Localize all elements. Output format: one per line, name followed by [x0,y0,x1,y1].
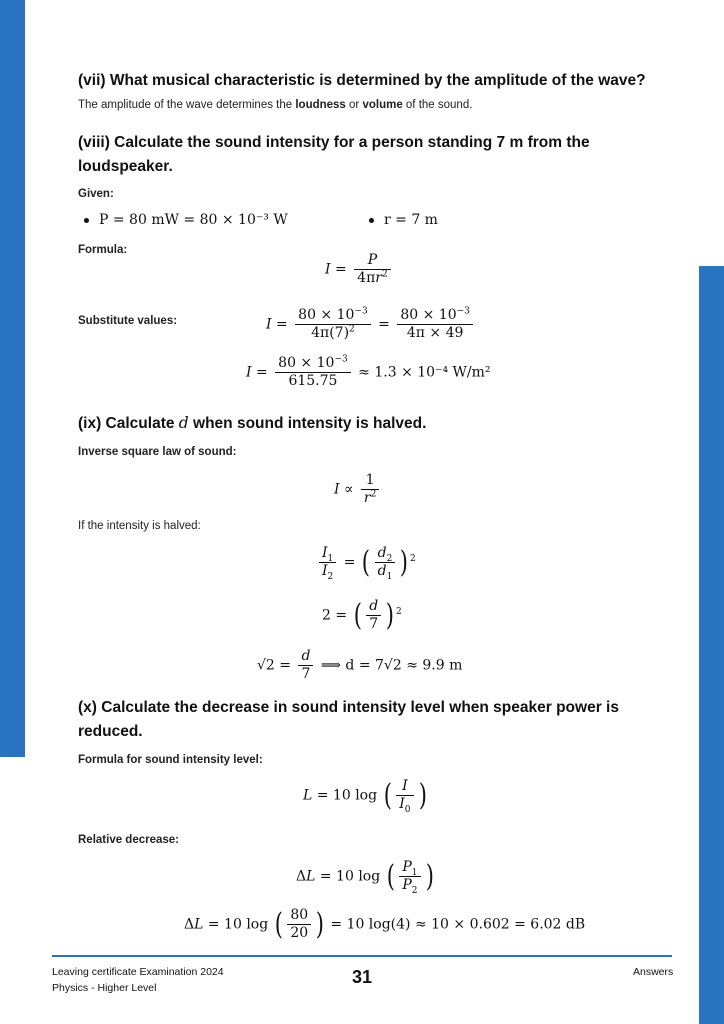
given-power-value: P = 80 mW = 80 × 10⁻³ W [99,212,288,228]
answer-volume: volume [362,99,403,111]
heading-variable: d [178,414,189,432]
heading-line: loudspeaker. [78,158,173,175]
halved-label: If the intensity is halved: [78,520,201,532]
intensity-result: ≈ 1.3 × 10⁻⁴ W/m² [358,364,491,381]
footer-divider [52,955,672,957]
heading-text: when sound intensity is halved. [188,415,427,432]
heading-line: (viii) Calculate the sound intensity for a person standing 7 m from the [78,134,590,151]
answer-loudness: loudness [295,99,346,111]
distance-result: d = 7√2 ≈ 9.9 m [345,657,463,674]
answer-text: or [345,99,363,111]
decrease-result: = 10 log(4) ≈ 10 × 0.602 = 6.02 dB [330,916,586,933]
footer-subject: Physics - Higher Level [52,982,157,994]
relative-decrease-formula: ΔL = 10 log ( $\frac{P_1}{P_2}$ ) [296,858,434,896]
decrease-result-equation: ΔL = 10 log ( $\frac{80}{20}$ ) = 10 log(4) ≈ 10 × 0.602 = 6.02 dB [184,906,586,942]
given-power [84,212,288,228]
answer-text: The amplitude of the wave determines the [78,99,296,111]
level-formula: L = 10 log ( $\frac{I}{I_0}$ ) [303,777,427,815]
intensity-result-equation: I = $\frac{80 \times 10^{-3}}{615.75}$ ≈ 1.3 × 10⁻⁴ W/m² [246,354,491,389]
bullet-icon [84,218,89,223]
heading-line: (x) Calculate the decrease in sound intensity level when speaker power is [78,699,619,716]
given-distance [369,212,438,228]
heading-line: reduced. [78,723,143,740]
given-distance-value: r = 7 m [384,212,438,228]
question-vii-heading: (vii) What musical characteristic is determined by the amplitude of the wave? [78,72,646,89]
left-accent-bar [0,0,25,757]
relative-decrease-label: Relative decrease: [78,834,180,846]
formula-label: Formula: [78,244,128,256]
distance-solution: √2 = $\frac{d}{7}$ ⟹ d = 7√2 ≈ 9.9 m [257,648,463,682]
question-vii-answer [78,99,472,111]
ratio-equation: $\frac{I_1}{I_2}$ = ( $\frac{d_2}{d_1}$ ) $^2$ [316,545,416,580]
page-number: 31 [352,967,373,987]
denominator-value: 615.75 [288,373,338,389]
footer-section: Answers [633,966,674,978]
question-x-heading [78,696,619,744]
right-accent-bar [699,266,724,1024]
given-label: Given: [78,188,114,200]
question-ix-heading [78,411,426,436]
halved-ratio-equation: 2 = ( $\frac{d}{7}$ ) $^2$ [322,597,402,633]
bullet-icon [369,218,374,223]
level-formula-label: Formula for sound intensity level: [78,754,263,766]
intensity-formula: I = $\frac{P}{4\pi r^2}$ [325,252,394,287]
inverse-square-label: Inverse square law of sound: [78,446,237,458]
substitution-equation: I = $\frac{80 \times 10^{-3}}{4\pi(7)^2}$ = $\frac{80 \times 10^{-3}}{4\pi \times 49}$ [266,307,476,342]
inverse-square-formula: I ∝ $\frac{1}{r^2}$ [334,472,382,507]
substitute-label: Substitute values: [78,315,178,327]
footer-exam: Leaving certificate Examination 2024 [52,966,224,978]
question-viii-heading [78,131,590,179]
answer-text: of the sound. [402,99,473,111]
heading-text: (ix) Calculate [78,415,179,432]
